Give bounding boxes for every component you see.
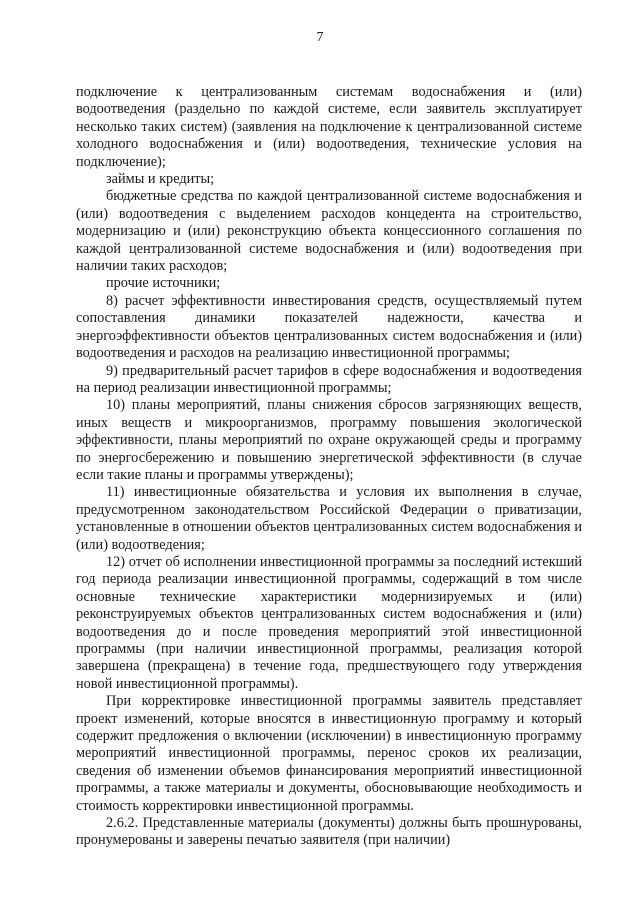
paragraph: займы и кредиты; [106, 171, 215, 188]
paragraph: 11) инвестиционные обязательства и условия их выполнения в случае, предусмотренном законодательством Российской Федерации о приватизации, установленные в отношении объектов централизованных систем водоснабжения и (или) водоотведения; [76, 484, 582, 553]
paragraph: подключение к централизованным системам водоснабжения и (или) водоотведения (раздельно по каждой системе, если заявитель эксплуатирует несколько таких систем) (заявления на подключение к централизованной системе холодного водоснабжения и (или) водоотведения, технические условия на подключение); [76, 84, 582, 170]
paragraph: прочие источники; [106, 275, 221, 292]
paragraph: 12) отчет об исполнении инвестиционной программы за последний истекший год периода реализации инвестиционной программы, содержащий в том числе основные технические характеристики модернизируемых и (или) реконструируемых объектов централизованных систем водоснабжения и (или) водоотведения до и после проведения мероприятий этой инвестиционной программы (при наличии инвестиционной программы, реализация которой завершена (прекращена) в течение года, предшествующего году утверждения новой инвестиционной программы). [76, 553, 582, 692]
paragraph: При корректировке инвестиционной программы заявитель представляет проект изменений, которые вносятся в инвестиционную программу и который содержит предложения о включении (исключении) в инвестиционную программу мероприятий инвестиционной программы, перенос сроков их реализации, сведения об изменении объемов финансирования мероприятий инвестиционной программы, а также материалы и документы, обосновывающие необходимость и стоимость корректировки инвестиционной программы. [76, 693, 582, 814]
paragraph: 2.6.2. Представленные материалы (документы) должны быть прошнурованы, пронумерованы и заверены печатью заявителя (при наличии) [76, 815, 582, 849]
page-number: 7 [316, 30, 324, 45]
document-body [76, 84, 582, 850]
paragraph: 10) планы мероприятий, планы снижения сбросов загрязняющих веществ, иных веществ и микроорганизмов, программу повышения экологической эффективности, планы мероприятий по охране окружающей среды и программу по энергосбережению и повышению энергетической эффективности (в случае если такие планы и программы утверждены); [76, 397, 582, 483]
paragraph: бюджетные средства по каждой централизованной системе водоснабжения и (или) водоотведения с выделением расходов концедента на строительство, модернизацию и (или) реконструкцию объекта концессионного соглашения по каждой централизованной системе водоснабжения и (или) водоотведения при наличии таких расходов; [76, 188, 582, 275]
paragraph: 8) расчет эффективности инвестирования средств, осуществляемый путем сопоставления динамики показателей надежности, качества и энергоэффективности объектов централизованных систем водоснабжения и (или) водоотведения и расходов на реализацию инвестиционной программы; [76, 292, 582, 362]
paragraph: 9) предварительный расчет тарифов в сфере водоснабжения и водоотведения на период реализации инвестиционной программы; [76, 362, 582, 396]
